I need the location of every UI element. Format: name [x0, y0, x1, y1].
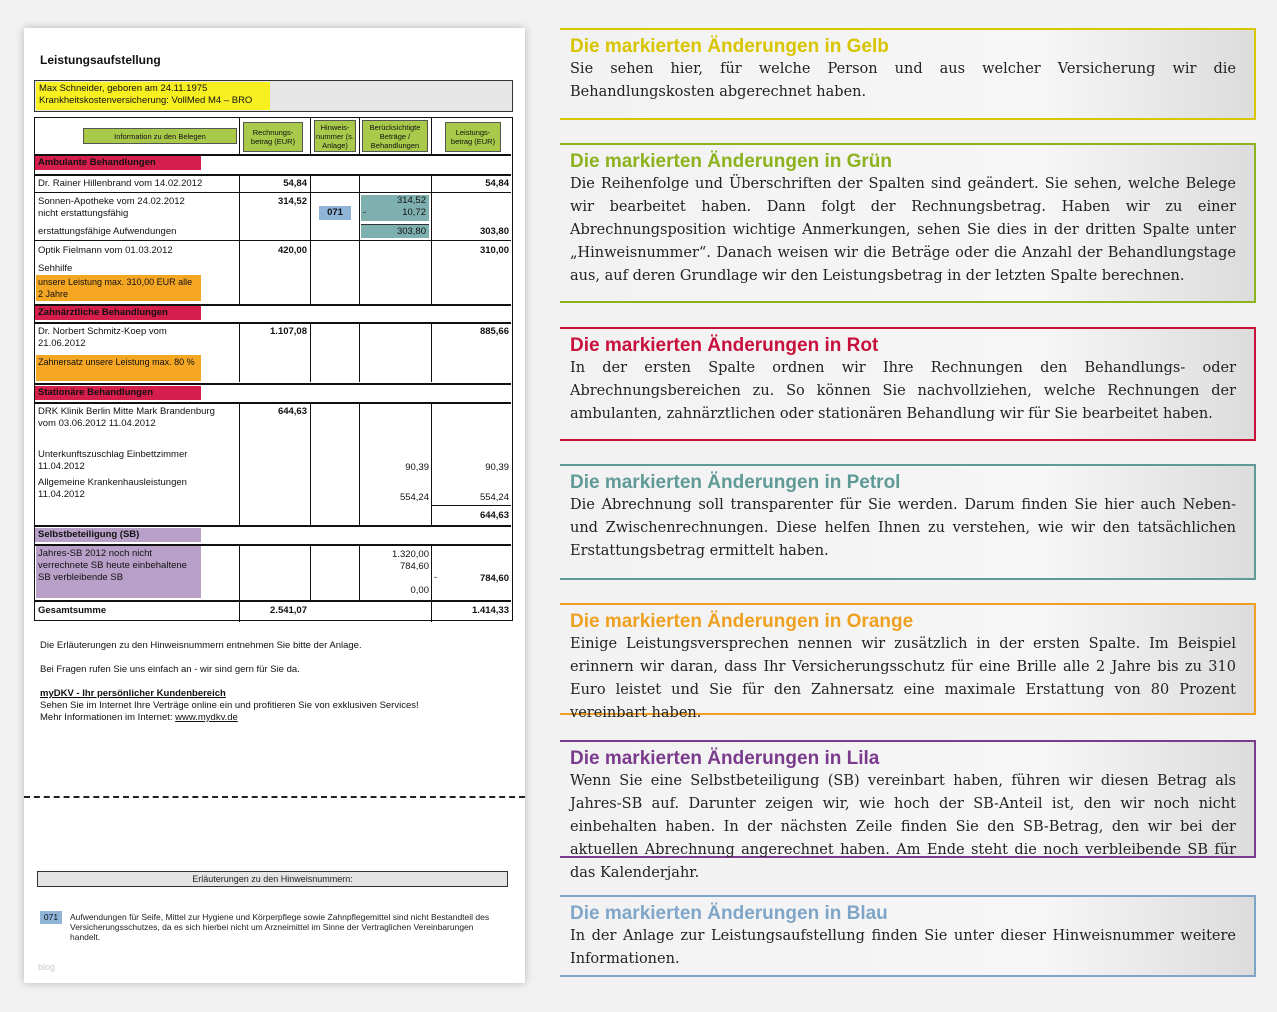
anlage-text: Aufwendungen für Seife, Mittel zur Hygiene und Körperpflege sowie Zahnpflegemittel sind nicht Bestandteil des Versicherungsschutzes, da es sich hierbei nicht um Arzneimittel im Sinne der Vertraglichen Vereinbarungen handelt.: [70, 912, 490, 942]
row-divider: [35, 322, 511, 324]
explanation-text: Die Reihenfolge und Überschriften der Spalten sind geändert. Sie sehen, welche Belege wir bearbeitet haben. Dann folgt der Rechnungsbetrag. Haben wir zu einer Abrechnungsposition wichtige Anmerkungen, sehen Sie dies in der dritten Spalte unter „Hinweisnummer“. Danach weisen wir die Beträge oder die Anzahl der Behandlungstage aus, auf deren Grundlage wir den Leistungsbetrag in der letzten Spalte berechnen.: [570, 176, 1236, 284]
explanation-title: Die markierten Änderungen in Rot: [570, 335, 879, 356]
col-divider: [310, 402, 311, 526]
col-divider: [239, 402, 240, 526]
section-stationaer: Stationäre Behandlungen: [35, 386, 201, 400]
note-anlage: Die Erläuterungen zu den Hinweisnummern entnehmen Sie bitte der Anlage.: [40, 640, 362, 651]
amount: 303,80: [479, 226, 509, 237]
header-hinweisnummer: Hinweis-nummer (s. Anlage): [314, 120, 356, 152]
col-divider: [310, 544, 311, 600]
row-hillenbrand: Dr. Rainer Hillenbrand vom 14.02.2012: [38, 178, 203, 189]
row-divider: [35, 383, 511, 385]
amount: 784,60: [479, 573, 509, 584]
amount: 10,72: [402, 207, 426, 218]
amount: 54,84: [283, 178, 307, 189]
col-divider: [310, 322, 311, 382]
col-divider: [310, 118, 311, 154]
col-divider: [431, 322, 432, 382]
section-sb: Selbstbeteiligung (SB): [35, 528, 201, 542]
sb-breakdown: Jahres-SB 2012 noch nicht verrechnete SB heute einbehaltene SB verbleibende SB: [36, 546, 201, 598]
row-divider: [35, 174, 511, 176]
document-title: Leistungsaufstellung: [40, 53, 161, 67]
amount: 90,39: [485, 462, 509, 473]
amount: 90,39: [405, 462, 429, 473]
row-divider: [35, 600, 511, 602]
orange-note-zahnersatz: Zahnersatz unsere Leistung max. 80 %: [36, 355, 201, 381]
insured-person: Max Schneider, geboren am 24.11.1975: [39, 83, 208, 94]
total-label: Gesamtsumme: [38, 605, 107, 616]
explanation-text: In der Anlage zur Leistungsaufstellung finden Sie unter dieser Hinweisnummer weitere Informationen.: [570, 928, 1236, 967]
amount: 644,63: [479, 510, 509, 521]
row-krankenhausleistungen: Allgemeine Krankenhausleistungen 11.04.2012: [38, 477, 187, 500]
subtotal-line: [432, 505, 511, 506]
orange-note-brille: unsere Leistung max. 310,00 EUR alle 2 Jahre: [36, 275, 201, 301]
amount: 310,00: [479, 245, 509, 256]
section-ambulant: Ambulante Behandlungen: [35, 156, 201, 170]
row-apotheke-note: nicht erstattungsfähig: [38, 208, 129, 219]
header-leistungsbetrag: Leistungs-betrag (EUR): [445, 122, 501, 152]
row-divider: [35, 192, 511, 193]
row-fielmann-sehhilfe: Sehhilfe: [38, 263, 73, 274]
explanation-blau: [560, 895, 1256, 977]
explanation-title: Die markierten Änderungen in Orange: [570, 611, 914, 632]
row-schmitz-koep: Dr. Norbert Schmitz-Koep vom 21.06.2012: [38, 326, 167, 349]
col-divider: [359, 544, 360, 600]
amount: 1.107,08: [270, 326, 307, 337]
petrol-subcalc: [361, 195, 429, 221]
amount: 554,24: [479, 492, 509, 503]
explanation-gruen: [560, 143, 1256, 303]
row-divider: [35, 402, 511, 404]
col-divider: [239, 118, 240, 154]
mydkv-text: Sehen Sie im Internet Ihre Verträge online ein und profitieren Sie von exklusiven Services!: [40, 700, 419, 711]
mydkv-link[interactable]: www.mydkv.de: [175, 712, 238, 723]
header-beruecksichtigt: Berücksichtigte Beträge / Behandlungen: [362, 120, 428, 152]
amount: 1.320,00: [392, 549, 429, 560]
watermark: blog: [38, 962, 56, 972]
col-divider: [239, 544, 240, 622]
minus-sign: -: [363, 207, 367, 218]
explanation-title: Die markierten Änderungen in Blau: [570, 903, 888, 924]
explanation-text: In der ersten Spalte ordnen wir Ihre Rechnungen den Behandlungs- oder Abrechnungsbereichen zu. So können Sie nachvollziehen, welche Rechnungen der ambulanten, zahnärztlichen oder stationären Behandlung wir für Sie bearbeitet haben.: [570, 360, 1236, 422]
amount: 314,52: [277, 196, 307, 207]
col-divider: [239, 322, 240, 382]
cut-line: [24, 796, 525, 798]
amount: 420,00: [277, 245, 307, 256]
section-zahn: Zahnärztliche Behandlungen: [35, 306, 201, 320]
col-divider: [359, 118, 360, 154]
mydkv-link-line: [40, 712, 238, 724]
sb-amounts: [361, 549, 429, 597]
explanation-rot: [560, 327, 1256, 441]
amount: 885,66: [479, 326, 509, 337]
row-divider: [35, 525, 511, 527]
explanation-text: Die Abrechnung soll transparenter für Sie werden. Darum finden Sie hier auch Neben- und Zwischenrechnungen. Diese helfen Ihnen zu verstehen, wie wir den tatsächlichen Erstattungsbetrag ermittelt haben.: [570, 497, 1236, 559]
total-leistung: 1.414,33: [472, 605, 509, 616]
link-prefix: Mehr Informationen im Internet:: [40, 712, 176, 723]
header-info: Information zu den Belegen: [83, 128, 237, 144]
explanation-title: Die markierten Änderungen in Grün: [570, 151, 892, 172]
row-apotheke: Sonnen-Apotheke vom 24.02.2012: [38, 196, 185, 207]
col-divider: [431, 118, 432, 154]
row-apotheke-eligible: erstattungsfähige Aufwendungen: [38, 226, 177, 237]
hinweis-badge-071: 071: [319, 206, 351, 220]
mydkv-heading: myDKV - Ihr persönlicher Kundenbereich: [40, 688, 226, 699]
insured-info-box: [34, 80, 513, 112]
minus-sign: -: [434, 572, 438, 583]
amount: 314,52: [396, 195, 426, 206]
statement-table: [34, 117, 513, 621]
header-rechnungsbetrag: Rechnungs-betrag (EUR): [243, 122, 303, 152]
explanation-text: Sie sehen hier, für welche Person und aus welcher Versicherung wir die Behandlungskosten abgerechnet haben.: [570, 61, 1236, 100]
col-divider: [431, 402, 432, 526]
explanation-lila: [560, 740, 1256, 881]
row-einbettzimmer: Unterkunftszuschlag Einbettzimmer 11.04.2012: [38, 449, 188, 472]
explanation-title: Die markierten Änderungen in Lila: [570, 748, 880, 769]
explanation-title: Die markierten Änderungen in Gelb: [570, 36, 889, 57]
col-divider: [359, 322, 360, 382]
amount: 644,63: [277, 406, 307, 417]
row-fielmann: Optik Fielmann vom 01.03.2012: [38, 245, 173, 256]
explanation-gelb: [560, 28, 1256, 120]
explanation-orange: [560, 603, 1256, 721]
amount: 54,84: [485, 178, 509, 189]
row-divider: [35, 240, 511, 241]
amount: 554,24: [399, 492, 429, 503]
anlage-code-badge: 071: [40, 911, 62, 924]
col-divider: [431, 544, 432, 622]
total-rechnung: 2.541,07: [270, 605, 307, 616]
explanation-petrol: [560, 464, 1256, 580]
insured-info-highlight: [36, 82, 270, 110]
explanation-text: Wenn Sie eine Selbstbeteiligung (SB) vereinbart haben, führen wir diesen Betrag als Jahres-SB auf. Darunter zeigen wir, wie hoch der SB-Anteil ist, den wir noch nicht einbehalten haben. In der nächsten Zeile finden Sie den SB-Betrag, den wir bei der aktuellen Abrechnung angerechnet haben. Am Ende steht die noch verbleibende SB für das Kalenderjahr.: [570, 773, 1236, 881]
row-drk-klinik: DRK Klinik Berlin Mitte Mark Brandenburg vom 03.06.2012 11.04.2012: [38, 406, 215, 429]
col-divider: [359, 402, 360, 526]
petrol-subtotal: 303,80: [361, 224, 429, 238]
amount: 0,00: [410, 585, 429, 596]
anlage-title: Erläuterungen zu den Hinweisnummern:: [37, 871, 508, 887]
amount: 784,60: [399, 561, 429, 572]
note-fragen: Bei Fragen rufen Sie uns einfach an - wir sind gern für Sie da.: [40, 664, 300, 675]
explanation-text: Einige Leistungsversprechen nennen wir zusätzlich in der ersten Spalte. Im Beispiel erinnern wir daran, dass Ihr Versicherungsschutz für eine Brille alle 2 Jahre bis zu 310 Euro leistet und Sie für den Zahnersatz eine maximale Erstattung von 80 Prozent vereinbart haben.: [570, 636, 1236, 721]
explanation-title: Die markierten Änderungen in Petrol: [570, 472, 901, 493]
statement-document: [24, 28, 525, 983]
insurance-tariff: Krankheitskostenversicherung: VollMed M4 – BRO: [39, 95, 253, 106]
